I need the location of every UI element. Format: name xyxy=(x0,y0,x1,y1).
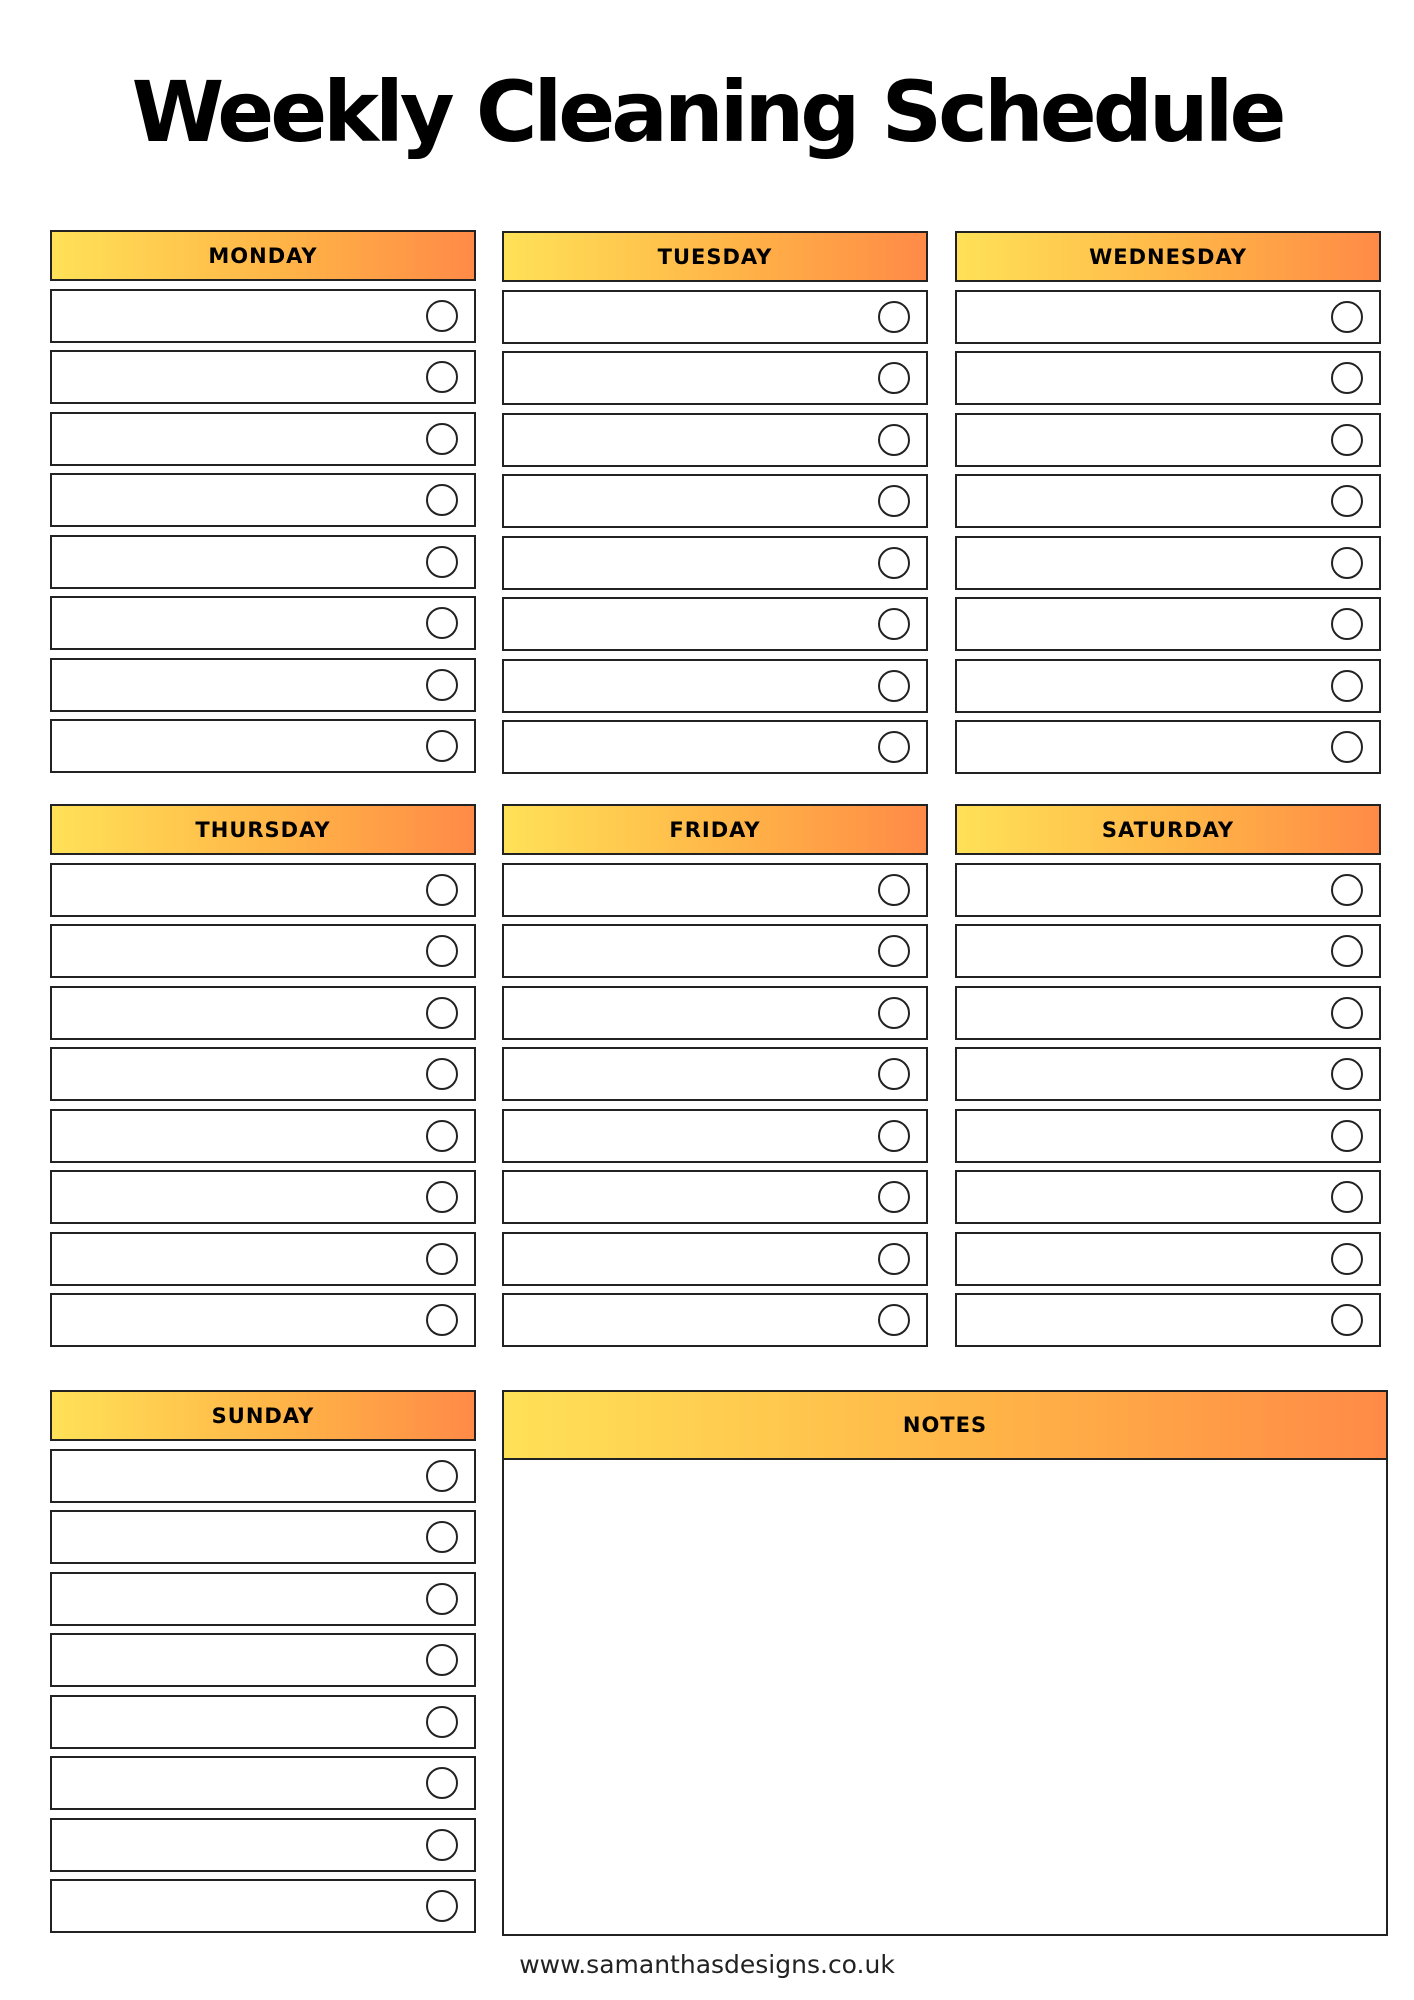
task-row-saturday[interactable] xyxy=(955,1047,1381,1101)
checkbox-circle[interactable] xyxy=(1331,997,1363,1029)
checkbox-circle[interactable] xyxy=(426,300,458,332)
task-row-thursday[interactable] xyxy=(50,986,476,1040)
day-header-sunday: SUNDAY xyxy=(50,1390,476,1441)
day-header-saturday: SATURDAY xyxy=(955,804,1381,855)
task-row-monday[interactable] xyxy=(50,658,476,712)
checkbox-circle[interactable] xyxy=(878,997,910,1029)
checkbox-circle[interactable] xyxy=(1331,1243,1363,1275)
task-row-tuesday[interactable] xyxy=(502,474,928,528)
notes-textarea[interactable] xyxy=(504,1460,1386,1934)
day-header-friday: FRIDAY xyxy=(502,804,928,855)
task-row-wednesday[interactable] xyxy=(955,659,1381,713)
checkbox-circle[interactable] xyxy=(426,1890,458,1922)
checkbox-circle[interactable] xyxy=(878,547,910,579)
checkbox-circle[interactable] xyxy=(426,1460,458,1492)
checkbox-circle[interactable] xyxy=(426,1120,458,1152)
checkbox-circle[interactable] xyxy=(878,608,910,640)
task-row-sunday[interactable] xyxy=(50,1510,476,1564)
checkbox-circle[interactable] xyxy=(1331,1120,1363,1152)
checkbox-circle[interactable] xyxy=(426,1058,458,1090)
task-row-wednesday[interactable] xyxy=(955,597,1381,651)
checkbox-circle[interactable] xyxy=(878,424,910,456)
task-row-thursday[interactable] xyxy=(50,1047,476,1101)
task-row-saturday[interactable] xyxy=(955,924,1381,978)
checkbox-circle[interactable] xyxy=(426,997,458,1029)
day-header-thursday: THURSDAY xyxy=(50,804,476,855)
checkbox-circle[interactable] xyxy=(426,935,458,967)
checkbox-circle[interactable] xyxy=(1331,485,1363,517)
task-row-saturday[interactable] xyxy=(955,986,1381,1040)
task-row-friday[interactable] xyxy=(502,1293,928,1347)
task-row-wednesday[interactable] xyxy=(955,536,1381,590)
task-row-monday[interactable] xyxy=(50,412,476,466)
notes-panel xyxy=(502,1390,1388,1936)
task-row-monday[interactable] xyxy=(50,535,476,589)
checkbox-circle[interactable] xyxy=(878,670,910,702)
task-row-monday[interactable] xyxy=(50,596,476,650)
task-row-sunday[interactable] xyxy=(50,1633,476,1687)
checkbox-circle[interactable] xyxy=(1331,301,1363,333)
task-row-wednesday[interactable] xyxy=(955,474,1381,528)
checkbox-circle[interactable] xyxy=(878,935,910,967)
task-row-tuesday[interactable] xyxy=(502,720,928,774)
checkbox-circle[interactable] xyxy=(426,546,458,578)
checkbox-circle[interactable] xyxy=(426,874,458,906)
checkbox-circle[interactable] xyxy=(426,1304,458,1336)
task-row-saturday[interactable] xyxy=(955,1232,1381,1286)
task-row-friday[interactable] xyxy=(502,924,928,978)
checkbox-circle[interactable] xyxy=(1331,731,1363,763)
day-tuesday xyxy=(502,231,928,774)
task-row-tuesday[interactable] xyxy=(502,290,928,344)
day-sunday xyxy=(50,1390,476,1933)
checkbox-circle[interactable] xyxy=(878,874,910,906)
notes-header: NOTES xyxy=(504,1392,1386,1460)
day-wednesday xyxy=(955,231,1381,774)
task-row-thursday[interactable] xyxy=(50,924,476,978)
task-row-monday[interactable] xyxy=(50,289,476,343)
day-monday xyxy=(50,230,476,773)
checkbox-circle[interactable] xyxy=(426,1767,458,1799)
task-row-saturday[interactable] xyxy=(955,1109,1381,1163)
task-row-wednesday[interactable] xyxy=(955,290,1381,344)
page-title: Weekly Cleaning Schedule xyxy=(131,63,1283,161)
task-row-wednesday[interactable] xyxy=(955,720,1381,774)
day-header-wednesday: WEDNESDAY xyxy=(955,231,1381,282)
checkbox-circle[interactable] xyxy=(1331,547,1363,579)
checkbox-circle[interactable] xyxy=(426,607,458,639)
checkbox-circle[interactable] xyxy=(878,731,910,763)
task-row-sunday[interactable] xyxy=(50,1818,476,1872)
checkbox-circle[interactable] xyxy=(1331,670,1363,702)
task-row-monday[interactable] xyxy=(50,719,476,773)
footer-website: www.samanthasdesigns.co.uk xyxy=(519,1950,895,1979)
checkbox-circle[interactable] xyxy=(878,1181,910,1213)
task-row-friday[interactable] xyxy=(502,986,928,1040)
task-row-sunday[interactable] xyxy=(50,1756,476,1810)
task-row-friday[interactable] xyxy=(502,863,928,917)
checkbox-circle[interactable] xyxy=(1331,608,1363,640)
checkbox-circle[interactable] xyxy=(426,423,458,455)
day-header-tuesday: TUESDAY xyxy=(502,231,928,282)
task-row-friday[interactable] xyxy=(502,1109,928,1163)
checkbox-circle[interactable] xyxy=(1331,1304,1363,1336)
checkbox-circle[interactable] xyxy=(1331,424,1363,456)
task-row-thursday[interactable] xyxy=(50,863,476,917)
task-row-tuesday[interactable] xyxy=(502,536,928,590)
task-row-wednesday[interactable] xyxy=(955,351,1381,405)
task-row-friday[interactable] xyxy=(502,1047,928,1101)
checkbox-circle[interactable] xyxy=(426,484,458,516)
checkbox-circle[interactable] xyxy=(426,1243,458,1275)
task-row-saturday[interactable] xyxy=(955,1170,1381,1224)
day-saturday xyxy=(955,804,1381,1347)
task-row-thursday[interactable] xyxy=(50,1293,476,1347)
task-row-saturday[interactable] xyxy=(955,1293,1381,1347)
day-thursday xyxy=(50,804,476,1347)
task-row-monday[interactable] xyxy=(50,473,476,527)
day-header-monday: MONDAY xyxy=(50,230,476,281)
checkbox-circle[interactable] xyxy=(1331,1058,1363,1090)
checkbox-circle[interactable] xyxy=(426,361,458,393)
task-row-sunday[interactable] xyxy=(50,1449,476,1503)
checkbox-circle[interactable] xyxy=(878,1058,910,1090)
task-row-friday[interactable] xyxy=(502,1232,928,1286)
checkbox-circle[interactable] xyxy=(426,1583,458,1615)
checkbox-circle[interactable] xyxy=(426,1644,458,1676)
task-row-monday[interactable] xyxy=(50,350,476,404)
checkbox-circle[interactable] xyxy=(426,730,458,762)
task-row-wednesday[interactable] xyxy=(955,413,1381,467)
checkbox-circle[interactable] xyxy=(878,1304,910,1336)
task-row-tuesday[interactable] xyxy=(502,597,928,651)
task-row-friday[interactable] xyxy=(502,1170,928,1224)
checkbox-circle[interactable] xyxy=(426,1181,458,1213)
task-row-tuesday[interactable] xyxy=(502,351,928,405)
checkbox-circle[interactable] xyxy=(878,1120,910,1152)
checkbox-circle[interactable] xyxy=(878,362,910,394)
checkbox-circle[interactable] xyxy=(1331,874,1363,906)
task-row-sunday[interactable] xyxy=(50,1879,476,1933)
checkbox-circle[interactable] xyxy=(426,1521,458,1553)
task-row-saturday[interactable] xyxy=(955,863,1381,917)
checkbox-circle[interactable] xyxy=(1331,935,1363,967)
checkbox-circle[interactable] xyxy=(426,669,458,701)
checkbox-circle[interactable] xyxy=(426,1829,458,1861)
task-row-thursday[interactable] xyxy=(50,1170,476,1224)
task-row-thursday[interactable] xyxy=(50,1232,476,1286)
checkbox-circle[interactable] xyxy=(878,485,910,517)
task-row-thursday[interactable] xyxy=(50,1109,476,1163)
task-row-tuesday[interactable] xyxy=(502,659,928,713)
checkbox-circle[interactable] xyxy=(426,1706,458,1738)
checkbox-circle[interactable] xyxy=(1331,362,1363,394)
task-row-tuesday[interactable] xyxy=(502,413,928,467)
checkbox-circle[interactable] xyxy=(1331,1181,1363,1213)
task-row-sunday[interactable] xyxy=(50,1572,476,1626)
checkbox-circle[interactable] xyxy=(878,1243,910,1275)
task-row-sunday[interactable] xyxy=(50,1695,476,1749)
day-friday xyxy=(502,804,928,1347)
checkbox-circle[interactable] xyxy=(878,301,910,333)
